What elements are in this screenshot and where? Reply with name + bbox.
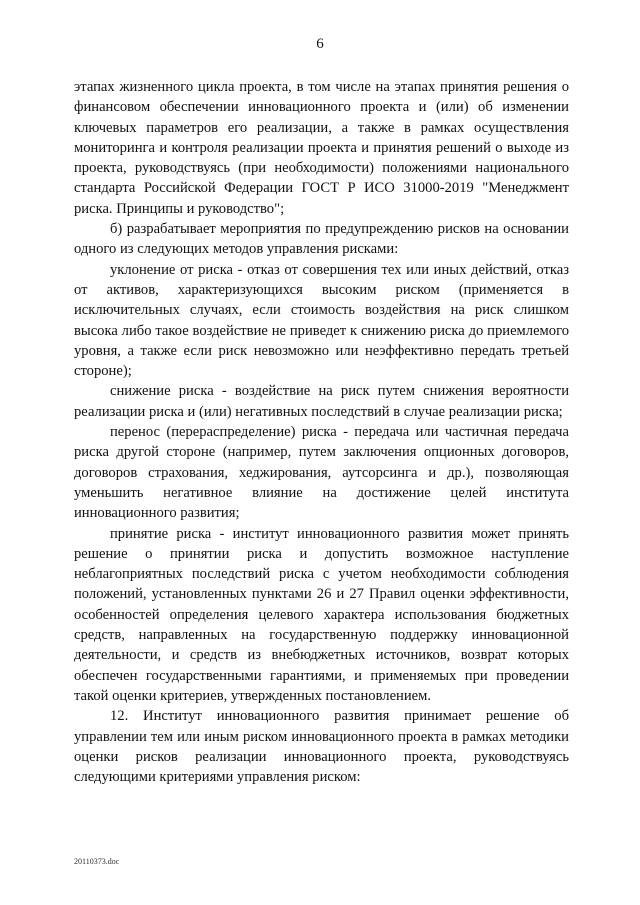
paragraph-risk-reduction: снижение риска - воздействие на риск путем снижения вероятности реализации риска и (или) негативных последствий в случае реализации риска; xyxy=(74,383,569,420)
footer-file-code: 20110373.doc xyxy=(74,857,120,866)
document-body xyxy=(74,77,569,787)
paragraph-risk-measures: б) разрабатывает мероприятия по предупреждению рисков на основании одного из следующих методов управления рисками: xyxy=(74,221,569,258)
paragraph-risk-transfer: перенос (перераспределение) риска - передача или частичная передача риска другой стороне (например, путем заключения опционных договоров, договоров страхования, хеджирования, аутсорсинга и др.), позволяющая уменьшить негативное влияние на достижение целей института инновационного развития; xyxy=(74,424,569,522)
paragraph-project-stages: этапах жизненного цикла проекта, в том числе на этапах принятия решения о финансовом обеспечении инновационного проекта и (или) об изменении ключевых параметров его реализации, а также в рамках осуществления мониторинга и контроля реализации проекта и принятия решений о выходе из проекта, руководствуясь (при необходимости) положениями национального стандарта Российской Федерации ГОСТ Р ИСО 31000-2019 "Менеджмент риска. Принципы и руководство"; xyxy=(74,79,569,217)
paragraph-risk-avoidance: уклонение от риска - отказ от совершения тех или иных действий, отказ от активов, характеризующихся высоким риском (применяется в исключительных случаях, если стоимость воздействия на риск слишком высока либо такое воздействие не приведет к снижению риска до приемлемого уровня, а также если риск невозможно или неэффективно передать третьей стороне); xyxy=(74,261,569,380)
paragraph-item-12: 12. Институт инновационного развития принимает решение об управлении тем или иным риском инновационного проекта в рамках методики оценки рисков реализации инновационного проекта, руководствуясь следующими критериями управления риском: xyxy=(74,708,569,786)
page-number: 6 xyxy=(316,36,324,52)
paragraph-risk-acceptance: принятие риска - институт инновационного развития может принять решение о принятии риска и допустить возможное наступление неблагоприятных последствий риска с учетом необходимости соблюдения положений, установленных пунктами 26 и 27 Правил оценки эффективности, особенностей определения целевого характера использования бюджетных средств, направленных на государственную поддержку инновационной деятельности, и средств из внебюджетных источников, возврат которых обеспечен государственными гарантиями, и применяемых при проведении такой оценки критериев, утвержденных постановлением. xyxy=(74,525,569,704)
